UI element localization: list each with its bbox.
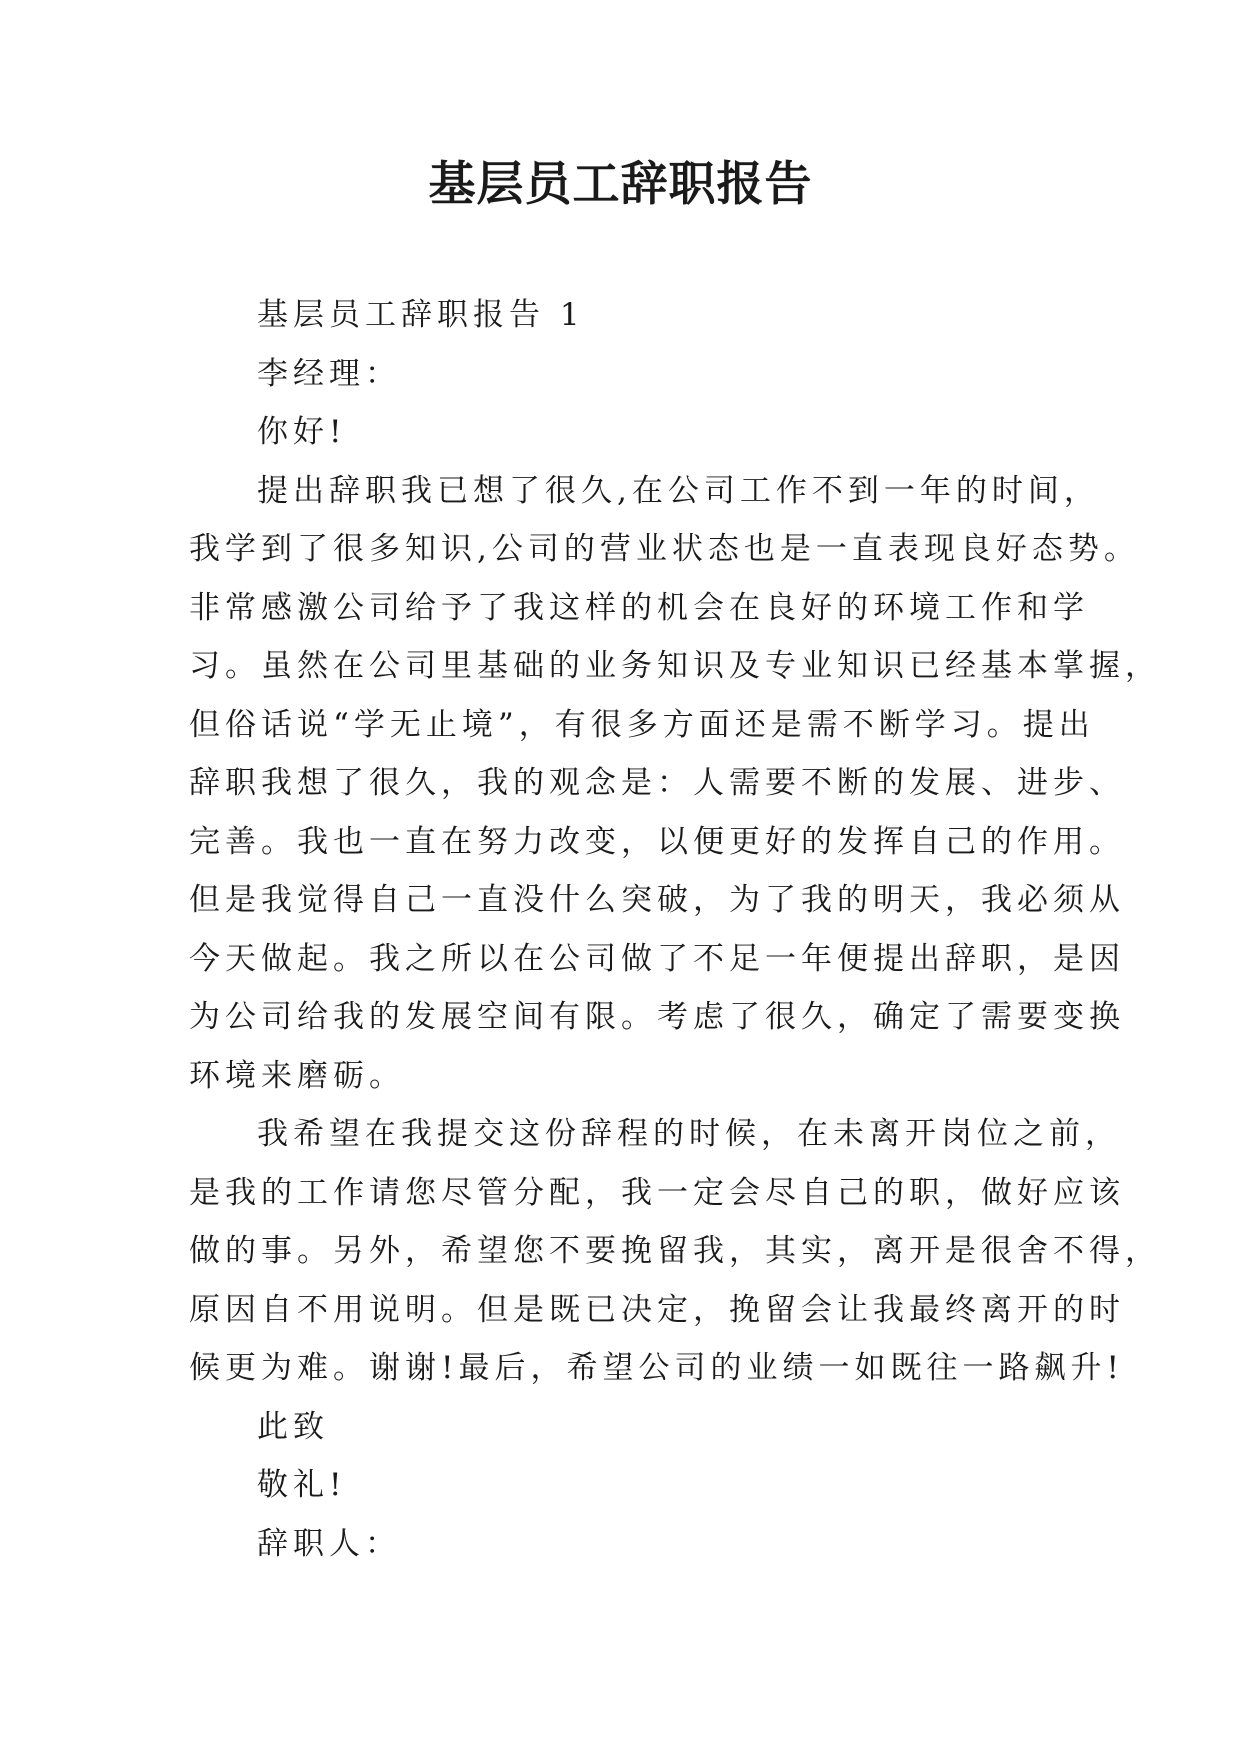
paragraph-1-line: 完善。我也一直在努力改变，以便更好的发挥自己的作用。	[189, 823, 1125, 860]
closing-salute: 敬礼!	[257, 1467, 347, 1503]
paragraph-1-line: 但俗话说“学无止境”，有很多方面还是需不断学习。提出	[189, 706, 1095, 743]
closing-phrase: 此致	[257, 1408, 329, 1445]
paragraph-1-line: 非常感激公司给予了我这样的机会在良好的环境工作和学	[189, 589, 1089, 626]
paragraph-2-line: 我希望在我提交这份辞程的时候，在未离开岗位之前，	[257, 1116, 1121, 1152]
paragraph-1-line: 辞职我想了很久，我的观念是：人需要不断的发展、进步、	[189, 765, 1125, 801]
paragraph-2-line: 候更为难。谢谢!最后，希望公司的业绩一如既往一路飙升!	[189, 1350, 1124, 1386]
greeting: 你好!	[257, 414, 347, 450]
salutation-recipient: 李经理：	[257, 355, 401, 392]
paragraph-2-line: 做的事。另外，希望您不要挽留我，其实，离开是很舍不得，	[189, 1233, 1161, 1269]
paragraph-1-line: 今天做起。我之所以在公司做了不足一年便提出辞职，是因	[189, 940, 1125, 977]
signature-label: 辞职人：	[257, 1525, 401, 1562]
paragraph-2-line: 原因自不用说明。但是既已决定，挽留会让我最终离开的时	[189, 1291, 1125, 1328]
paragraph-1-line: 提出辞职我已想了很久,在公司工作不到一年的时间，	[257, 472, 1100, 509]
paragraph-1-line: 但是我觉得自己一直没什么突破，为了我的明天，我必须从	[189, 882, 1125, 918]
paragraph-1-line: 环境来磨砺。	[189, 1057, 405, 1094]
document-title: 基层员工辞职报告	[428, 157, 813, 212]
paragraph-2-line: 是我的工作请您尽管分配，我一定会尽自己的职，做好应该	[189, 1174, 1125, 1211]
paragraph-1-line: 我学到了很多知识,公司的营业状态也是一直表现良好态势。	[189, 531, 1140, 567]
paragraph-1-line: 习。虽然在公司里基础的业务知识及专业知识已经基本掌握，	[189, 648, 1161, 684]
section-heading: 基层员工辞职报告 1	[257, 297, 585, 333]
paragraph-1-line: 为公司给我的发展空间有限。考虑了很久，确定了需要变换	[189, 999, 1125, 1035]
document-body	[189, 286, 1161, 1573]
